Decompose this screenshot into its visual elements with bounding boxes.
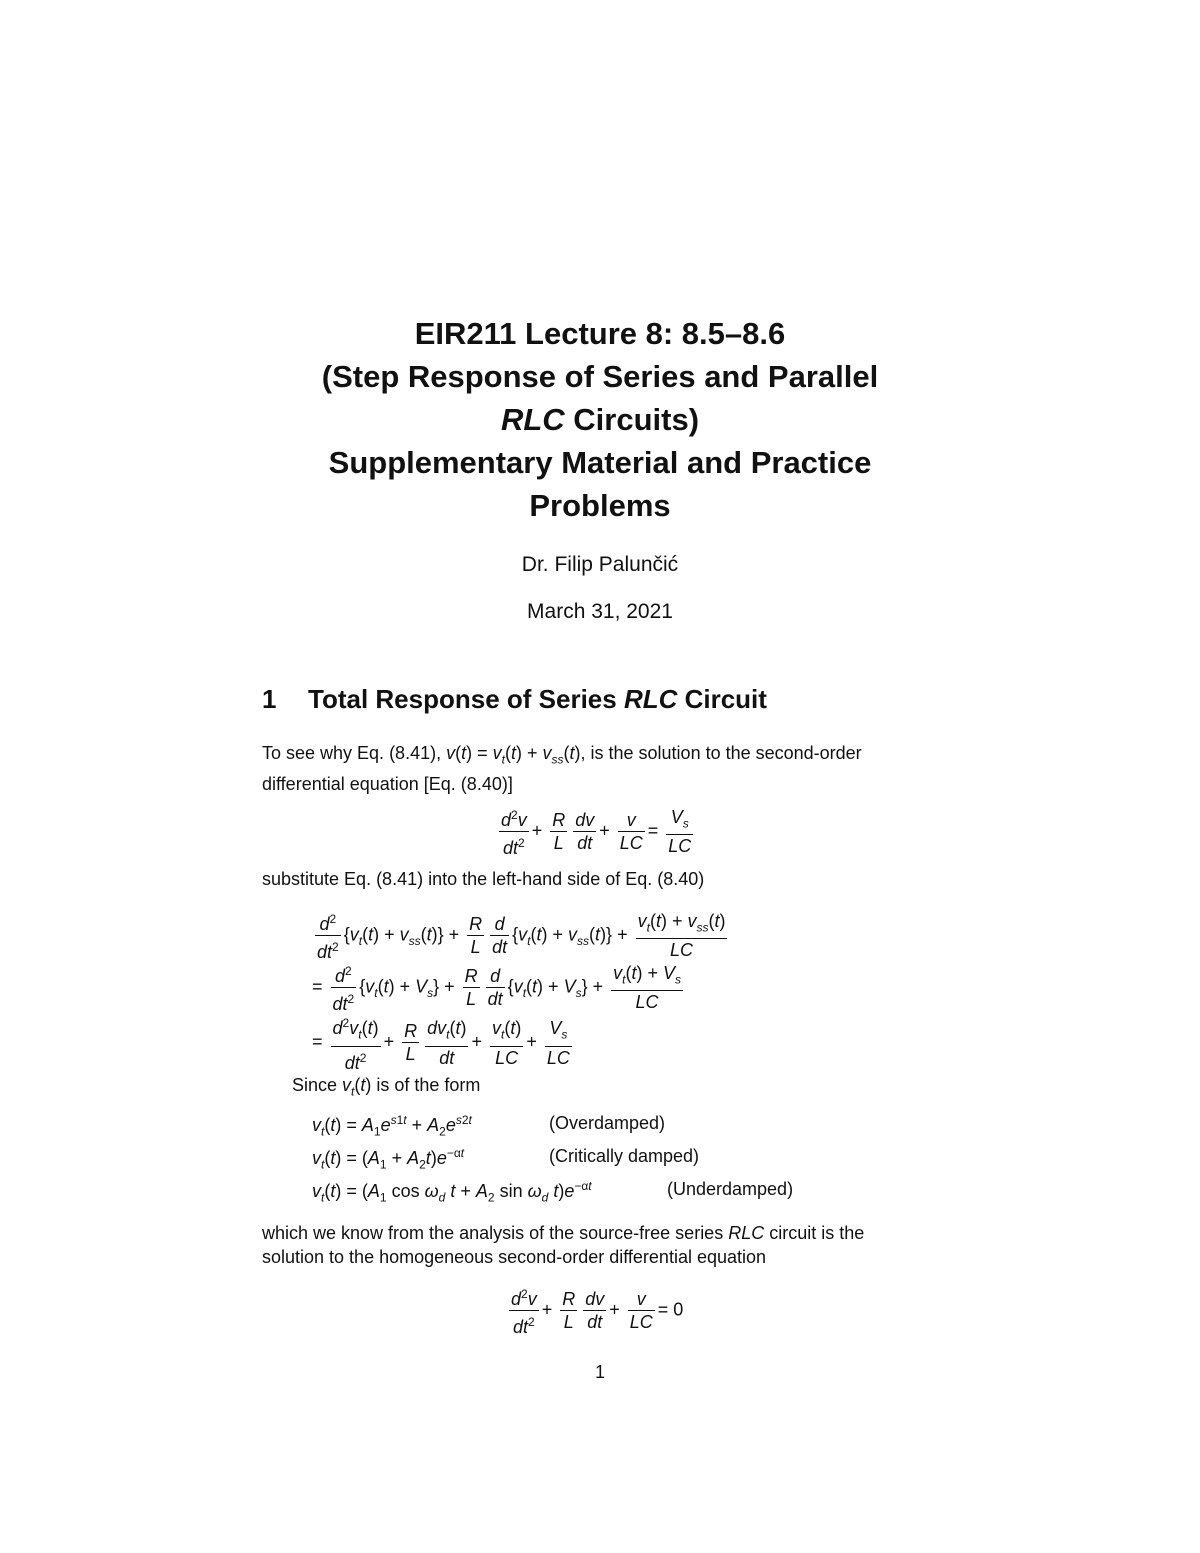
which-paragraph: which we know from the analysis of the source-free series RLC circuit is the solution to the homogeneous second-order differential equation — [262, 1223, 865, 1267]
overdamped-label: (Overdamped) — [549, 1113, 666, 1133]
substitute-paragraph: substitute Eq. (8.41) into the left-hand side of Eq. (8.40) — [262, 869, 705, 889]
intro-paragraph: To see why Eq. (8.41), $v(t) = v_t(t) + v_{ss}(t)$, is the solution to the second-order differential equation [Eq. (8.40)] — [262, 743, 862, 794]
underdamped-label: (Underdamped) — [667, 1179, 794, 1199]
since-paragraph: Since $v_t(t)$ is of the form — [292, 1075, 481, 1099]
derivation-line-1: $\frac{d^2}{dt^2}$ $\{v_t(t) + v_{ss}(t)\}$ + $\frac{R}{L}$ $\frac{d}{dt}$ $\{v_t(t) + v_{ss}(t)\}$ + $\frac{v_t(t) + v_{ss}(t)}{LC}$ — [312, 908, 730, 963]
title-block — [0, 312, 1200, 527]
underdamped-equation: $v_t(t) = (A_1$ $\cos \omega_d$ $t + A_2$ $\sin \omega_d$ $t)e^{-\alpha t}$ — [312, 1179, 592, 1205]
critically-damped-label: (Critically damped) — [549, 1146, 700, 1166]
title-line-3: RLC Circuits) — [500, 402, 700, 437]
derivation-line-2: = $\frac{d^2}{dt^2}$ $\{v_t(t) + V_s\}$ + $\frac{R}{L}$ $\frac{d}{dt}$ $\{v_t(t) + V_s\}$ + $\frac{v_t(t) + V_s}{LC}$ — [312, 960, 686, 1015]
title-line-5: Problems — [529, 488, 671, 523]
section-number: 1 — [262, 684, 277, 714]
critically-damped-equation: $v_t(t) = (A_1 + A_2t)e^{-\alpha t}$ — [312, 1146, 465, 1172]
page-number: 1 — [594, 1362, 605, 1382]
date: March 31, 2021 — [527, 600, 673, 623]
author: Dr. Filip Palunčić — [521, 553, 679, 576]
section-heading: 1 Total Response of Series RLC Circuit — [262, 684, 767, 714]
title-line-1: EIR211 Lecture 8: 8.5–8.6 — [414, 316, 786, 351]
title-line-4: Supplementary Material and Practice — [328, 445, 872, 480]
homogeneous-equation: $\frac{d^2v}{dt^2}$ + $\frac{R}{L}$ $\frac{dv}{dt}$ + $\frac{v}{LC}$ = 0 — [506, 1283, 683, 1338]
equation-8-40: $\frac{d^2v}{dt^2}$ + $\frac{R}{L}$ $\frac{dv}{dt}$ + $\frac{v}{LC}$ = $\frac{V_s}{LC}$ — [496, 804, 696, 859]
title-line-2: (Step Response of Series and Parallel — [321, 359, 879, 394]
overdamped-equation: $v_t(t) = A_1e^{s1t} + A_2e^{s2t}$ — [312, 1113, 472, 1139]
derivation-line-3: = $\frac{d^2v_t(t)}{dt^2}$ + $\frac{R}{L}$ $\frac{dv_t(t)}{dt}$ + $\frac{v_t(t)}{LC}$ + $\frac{V_s}{LC}$ — [312, 1012, 575, 1074]
